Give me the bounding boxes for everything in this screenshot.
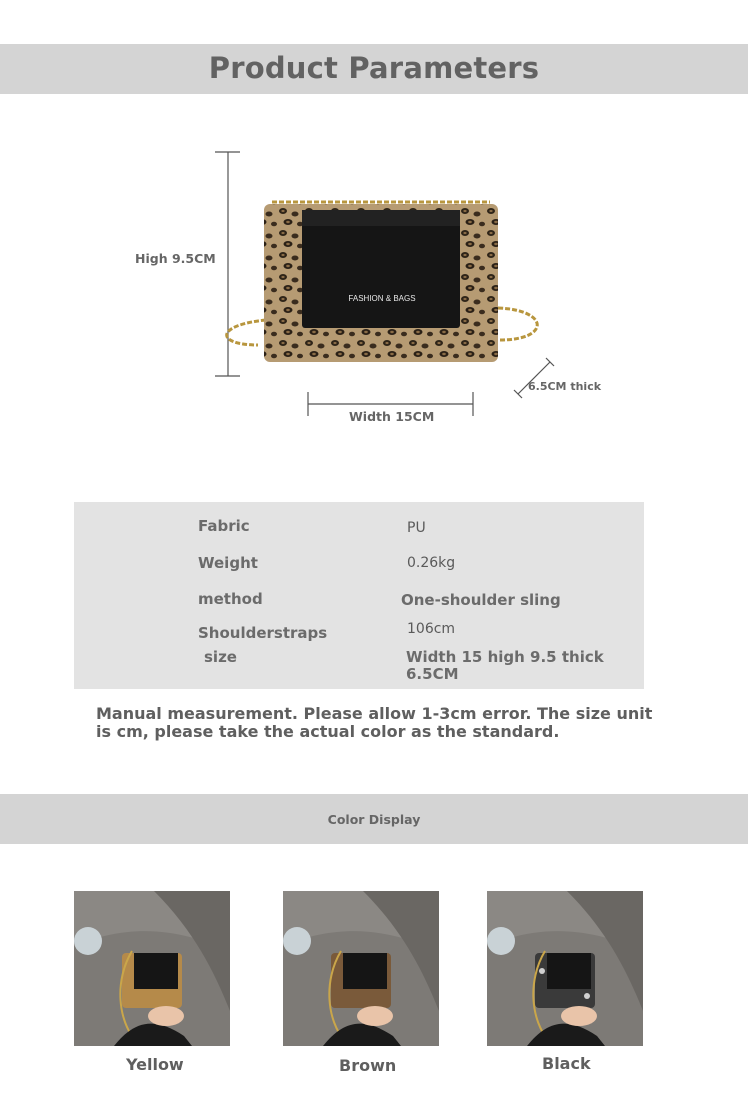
param-label-weight: Weight <box>198 554 258 572</box>
param-value-shoulderstraps: 106cm <box>407 621 456 637</box>
height-label: High 9.5CM <box>135 251 216 266</box>
color-photo-brown[interactable] <box>283 891 439 1046</box>
color-label-brown: Brown <box>339 1056 397 1075</box>
param-label-size: size <box>204 648 237 666</box>
param-value-size: Width 15 high 9.5 thick 6.5CM <box>406 648 604 683</box>
color-photo-black[interactable] <box>487 891 643 1046</box>
param-value-method: One-shoulder sling <box>401 591 561 609</box>
param-label-fabric: Fabric <box>198 517 250 535</box>
color-label-yellow: Yellow <box>126 1055 184 1074</box>
param-value-fabric: PU <box>407 520 426 536</box>
measurement-note: Manual measurement. Please allow 1-3cm error. The size unit is cm, please take the actual color as the standard. <box>96 704 653 741</box>
param-value-weight: 0.26kg <box>407 555 456 571</box>
page-title: Product Parameters <box>208 51 540 85</box>
color-display-title: Color Display <box>327 812 421 827</box>
color-display-banner <box>0 794 748 844</box>
parameters-table <box>74 502 644 689</box>
product-dimension-figure <box>200 140 620 440</box>
color-label-black: Black <box>542 1054 591 1073</box>
color-photo-yellow[interactable] <box>74 891 230 1046</box>
width-label: Width 15CM <box>349 409 435 424</box>
bag-logo-text: FASHION & BAGS <box>348 294 416 303</box>
bag-illustration <box>200 140 620 440</box>
thickness-label: 6.5CM thick <box>528 380 602 393</box>
param-label-method: method <box>198 590 263 608</box>
title-banner <box>0 44 748 94</box>
param-label-shoulderstraps: Shoulderstraps <box>198 624 328 642</box>
